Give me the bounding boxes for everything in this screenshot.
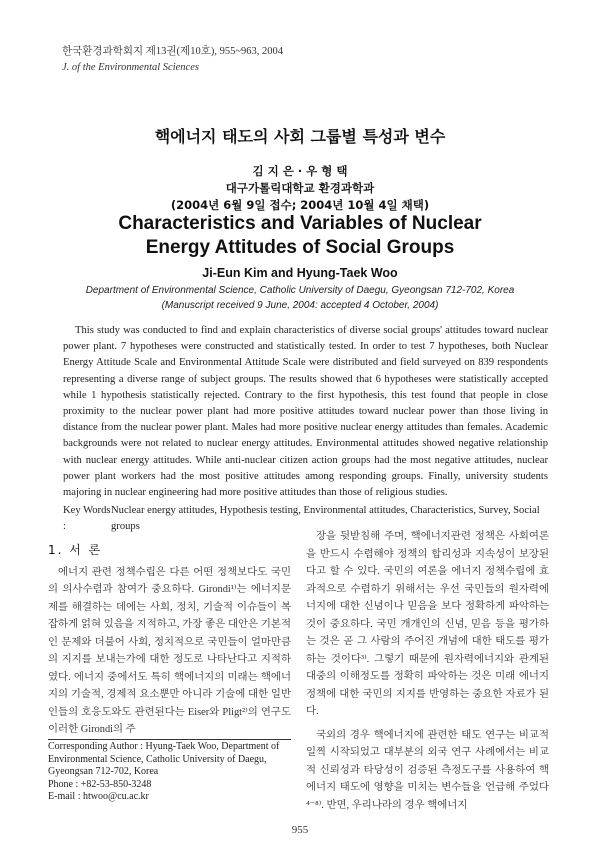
correspondence-phone: Phone : +82-53-850-3248: [48, 778, 152, 790]
abstract: This study was conducted to find and explain characteristics of diverse social groups' attitudes toward nuclear power plant. 7 hypotheses were constructed and statistically tested. In order to test 7 hypotheses, both Nuclear Energy Attitude Scale and Environmental Attitude Scale were distributed and field surveyed on 839 respondents representing a diverse range of subject groups. The results showed that 6 hypotheses were statistically accepted while 1 hypothesis statistically rejected. Contrary to the first hypothesis, this test found that people in close proximity to the nuclear power plant had more positive attitudes toward nuclear power than those living in distance from the nuclear power plant. Males had more positive nuclear energy attitudes than females. Academic backgrounds were not related to nuclear energy attitudes. Environmental attitudes showed negative relationship with nuclear energy attitudes. While anti-nuclear citizen action groups had the most negative attitudes, nuclear power plant workers had the most positive attitudes among responding groups. Finally, university students majoring in nuclear engineering had more positive attitudes than those of religious studies.: [63, 325, 548, 499]
correspondence-footnote: [48, 741, 293, 804]
korean-author-block: [0, 163, 600, 214]
title-english: [0, 212, 600, 260]
dates-korean: (2004년 6월 9일 접수; 2004년 10월 4일 채택): [170, 198, 430, 212]
authors-korean: 김 지 은 · 우 형 택: [252, 164, 348, 178]
page-number: 955: [291, 824, 309, 836]
journal-header: [62, 44, 283, 76]
intro-paragraph-3: 국외의 경우 핵에너지에 관련한 태도 연구는 비교적 일찍 시작되었고 대부분의 외국 연구 사례에서는 비교적 신뢰성과 타당성이 검증된 측정도구를 사용하여 핵에너지 태도에 영향을 미치는 변수들을 언급해 주었다⁴⁻⁸⁾. 반면, 우리나라의 경우 핵에너지: [306, 729, 549, 811]
footnote-divider: [48, 739, 291, 740]
keywords-label: Key Words :: [63, 505, 111, 532]
authors-english: Ji-Eun Kim and Hyung-Taek Woo: [202, 266, 398, 280]
title-english-line2: Energy Attitudes of Social Groups: [145, 237, 455, 258]
affiliation-english-block: [0, 283, 600, 313]
intro-paragraph-1: 에너지 관련 정책수립은 다른 어떤 정책보다도 국민의 의사수렴과 참여가 중요하다. Girondi¹⁾는 에너지문제를 해결하는 데에는 사회, 정치, 기술적 이슈들이 복잡하게 얽혀 있음을 지적하고, 가장 좋은 대안은 기본적인 문제와 더불어 사회, 정치적으로 국민들이 얼마만큼의 지지를 보내는가에 대한 정도로 나타난다고 지적하였다. 에너지 중에서도 특히 핵에너지의 미래는 핵에너지의 기술적, 경제적 요소뿐만 아니라 기술에 대한 일반인들의 호응도와도 관련된다는 Eiser와 Pligt²⁾의 연구도 이러한 Girondi의 주: [48, 566, 291, 735]
right-column: [306, 528, 549, 814]
section-heading-introduction: 1. 서 론: [48, 543, 103, 557]
correspondence-email: E-mail : htwoo@cu.ac.kr: [48, 791, 149, 802]
affiliation-english: Department of Environmental Science, Catholic University of Daegu, Gyeongsan 712-702, Korea: [85, 285, 515, 296]
received-english: (Manuscript received 9 June, 2004: accepted 4 October, 2004): [161, 300, 439, 311]
affiliation-korean: 대구가톨릭대학교 환경과학과: [225, 181, 375, 195]
title-english-line1: Characteristics and Variables of Nuclear: [118, 213, 482, 234]
title-korean: 핵에너지 태도의 사회 그룹별 특성과 변수: [154, 127, 446, 146]
journal-citation-ko: 한국환경과학회지 제13권(제10호), 955~963, 2004: [62, 46, 284, 57]
keywords-text: Nuclear energy attitudes, Hypothesis testing, Environmental attitudes, Characteristics, Survey, Social groups: [111, 505, 540, 532]
intro-paragraph-2: 장을 뒷받침해 주며, 핵에너지관련 정책은 사회여론을 반드시 수렴해야 정책의 합리성과 지속성이 보장된다고 할 수 있다. 국민의 여론을 에너지 정책수립에 효과적으로 수렴하기 위해서는 우선 국민들의 원자력에너지에 대한 신념이나 믿음을 보다 정확하게 파악하는 것이 중요하다. 국민 개개인의 신념, 믿음 등을 평가하는 것은 곧 그 사람의 주어진 개념에 대한 태도를 평가하는 것이다³⁾. 그렇기 때문에 원자력에너지와 관계된 대중의 이해정도를 정확히 파악하는 것은 미래 에너지정책에 대한 국민의 지지를 반영하는 중요한 자료가 된다.: [306, 531, 549, 717]
journal-name-en: J. of the Environmental Sciences: [62, 62, 199, 73]
left-column: [48, 528, 291, 739]
corresponding-author: Corresponding Author : Hyung-Taek Woo, Department of Environmental Science, Catholic University of Daegu, Gyeongsan 712-702, Korea: [48, 741, 280, 777]
